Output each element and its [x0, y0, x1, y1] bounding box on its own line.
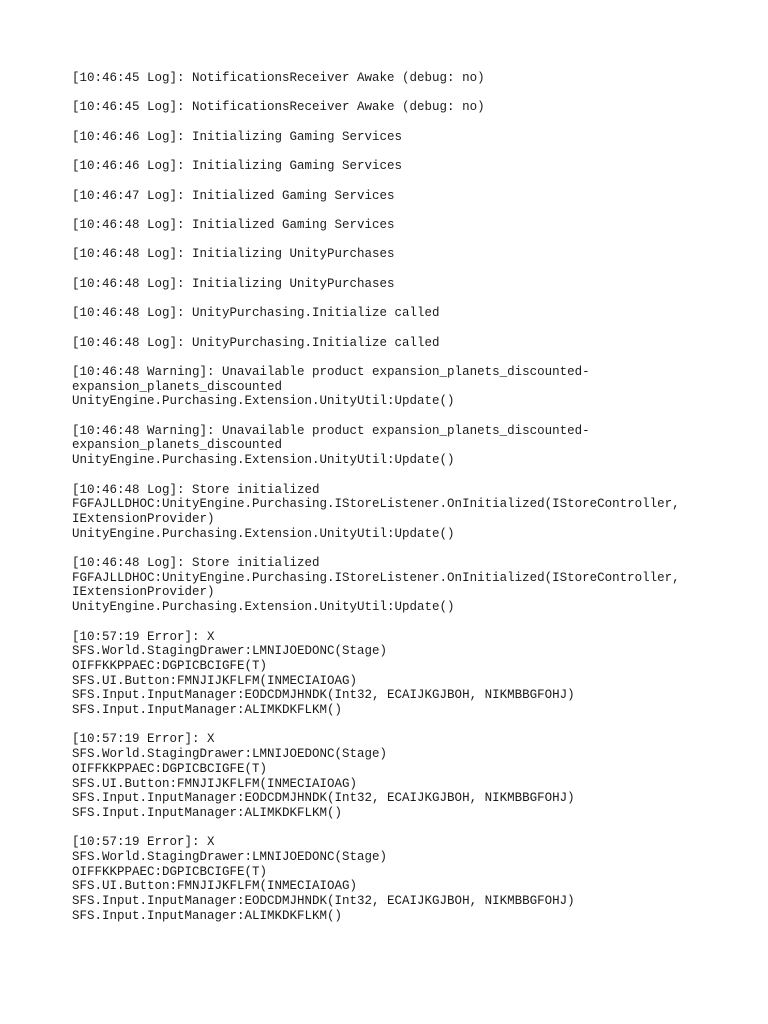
- log-entry-header: [10:46:48 Log]: Initializing UnityPurchases: [72, 247, 395, 262]
- log-entry-trace-line: expansion_planets_discounted: [72, 438, 283, 453]
- log-entry-trace-line: SFS.UI.Button:FMNJIJKFLFM(INMECIAIOAG): [72, 776, 358, 791]
- log-entry-header: [10:46:48 Warning]: Unavailable product expansion_planets_discounted-: [72, 423, 590, 438]
- log-entry-trace-line: SFS.Input.InputManager:EODCDMJHNDK(Int32, ECAIJKGJBOH, NIKMBBGFOHJ): [72, 791, 575, 806]
- log-entry: [72, 556, 752, 615]
- log-entry-trace-line: SFS.World.StagingDrawer:LMNIJOEDONC(Stage): [72, 644, 388, 659]
- log-entry-trace-line: OIFFKKPPAEC:DGPICBCIGFE(T): [72, 658, 268, 673]
- log-entry-trace-line: FGFAJLLDHOC:UnityEngine.Purchasing.IStoreListener.OnInitialized(IStoreController,: [72, 570, 680, 585]
- log-entry: [72, 159, 752, 174]
- log-entry-header: [10:46:48 Log]: Initializing UnityPurchases: [72, 276, 395, 291]
- log-entry-header: [10:57:19 Error]: X: [72, 629, 215, 644]
- log-entry-trace-line: UnityEngine.Purchasing.Extension.UnityUtil:Update(): [72, 394, 455, 409]
- log-entry-header: [10:46:48 Log]: UnityPurchasing.Initialize called: [72, 335, 440, 350]
- log-entry-trace-line: IExtensionProvider): [72, 511, 215, 526]
- log-entry: [72, 630, 752, 718]
- log-entry: [72, 277, 752, 292]
- log-entry-trace-line: SFS.UI.Button:FMNJIJKFLFM(INMECIAIOAG): [72, 879, 358, 894]
- log-entry-trace-line: OIFFKKPPAEC:DGPICBCIGFE(T): [72, 864, 268, 879]
- log-entry: [72, 247, 752, 262]
- log-entry-trace-line: SFS.UI.Button:FMNJIJKFLFM(INMECIAIOAG): [72, 673, 358, 688]
- log-entry-trace-line: OIFFKKPPAEC:DGPICBCIGFE(T): [72, 761, 268, 776]
- log-entry-header: [10:46:48 Log]: Store initialized: [72, 482, 320, 497]
- log-entry-header: [10:46:48 Log]: UnityPurchasing.Initialize called: [72, 306, 440, 321]
- log-entry-header: [10:46:45 Log]: NotificationsReceiver Awake (debug: no): [72, 71, 485, 85]
- log-entry: [72, 835, 752, 923]
- log-entry-header: [10:46:48 Log]: Initialized Gaming Services: [72, 217, 395, 232]
- log-entry-header: [10:57:19 Error]: X: [72, 732, 215, 747]
- log-entry: [72, 336, 752, 351]
- log-entry-trace-line: SFS.World.StagingDrawer:LMNIJOEDONC(Stage): [72, 747, 388, 762]
- log-entry-trace-line: UnityEngine.Purchasing.Extension.UnityUtil:Update(): [72, 453, 455, 468]
- log-entry-trace-line: SFS.Input.InputManager:ALIMKDKFLKM(): [72, 908, 343, 923]
- log-entry: [72, 71, 752, 86]
- log-entry: [72, 306, 752, 321]
- log-entry-header: [10:46:46 Log]: Initializing Gaming Services: [72, 159, 403, 174]
- log-entry-header: [10:46:45 Log]: NotificationsReceiver Awake (debug: no): [72, 100, 485, 115]
- log-entry-trace-line: SFS.World.StagingDrawer:LMNIJOEDONC(Stage): [72, 850, 388, 865]
- log-entry-header: [10:46:46 Log]: Initializing Gaming Services: [72, 129, 403, 144]
- log-entry-trace-line: FGFAJLLDHOC:UnityEngine.Purchasing.IStoreListener.OnInitialized(IStoreController,: [72, 497, 680, 512]
- log-entry: [72, 130, 752, 145]
- log-entry-trace-line: SFS.Input.InputManager:ALIMKDKFLKM(): [72, 703, 343, 718]
- log-entry-trace-line: IExtensionProvider): [72, 585, 215, 600]
- log-entry-header: [10:57:19 Error]: X: [72, 835, 215, 850]
- log-entry: [72, 483, 752, 542]
- log-entry: [72, 365, 752, 409]
- log-entry: [72, 424, 752, 468]
- log-entry-header: [10:46:47 Log]: Initialized Gaming Services: [72, 188, 395, 203]
- log-entry-trace-line: expansion_planets_discounted: [72, 379, 283, 394]
- log-entry-trace-line: UnityEngine.Purchasing.Extension.UnityUtil:Update(): [72, 600, 455, 615]
- log-entry-trace-line: SFS.Input.InputManager:ALIMKDKFLKM(): [72, 805, 343, 820]
- log-entry-header: [10:46:48 Warning]: Unavailable product expansion_planets_discounted-: [72, 364, 590, 379]
- log-entry: [72, 100, 752, 115]
- log-entry-trace-line: UnityEngine.Purchasing.Extension.UnityUtil:Update(): [72, 526, 455, 541]
- log-entry-trace-line: SFS.Input.InputManager:EODCDMJHNDK(Int32, ECAIJKGJBOH, NIKMBBGFOHJ): [72, 688, 575, 703]
- log-entry-trace-line: SFS.Input.InputManager:EODCDMJHNDK(Int32, ECAIJKGJBOH, NIKMBBGFOHJ): [72, 894, 575, 909]
- log-output: [72, 71, 752, 938]
- log-entry: [72, 732, 752, 820]
- log-entry: [72, 218, 752, 233]
- log-entry-header: [10:46:48 Log]: Store initialized: [72, 556, 320, 570]
- log-entry: [72, 189, 752, 204]
